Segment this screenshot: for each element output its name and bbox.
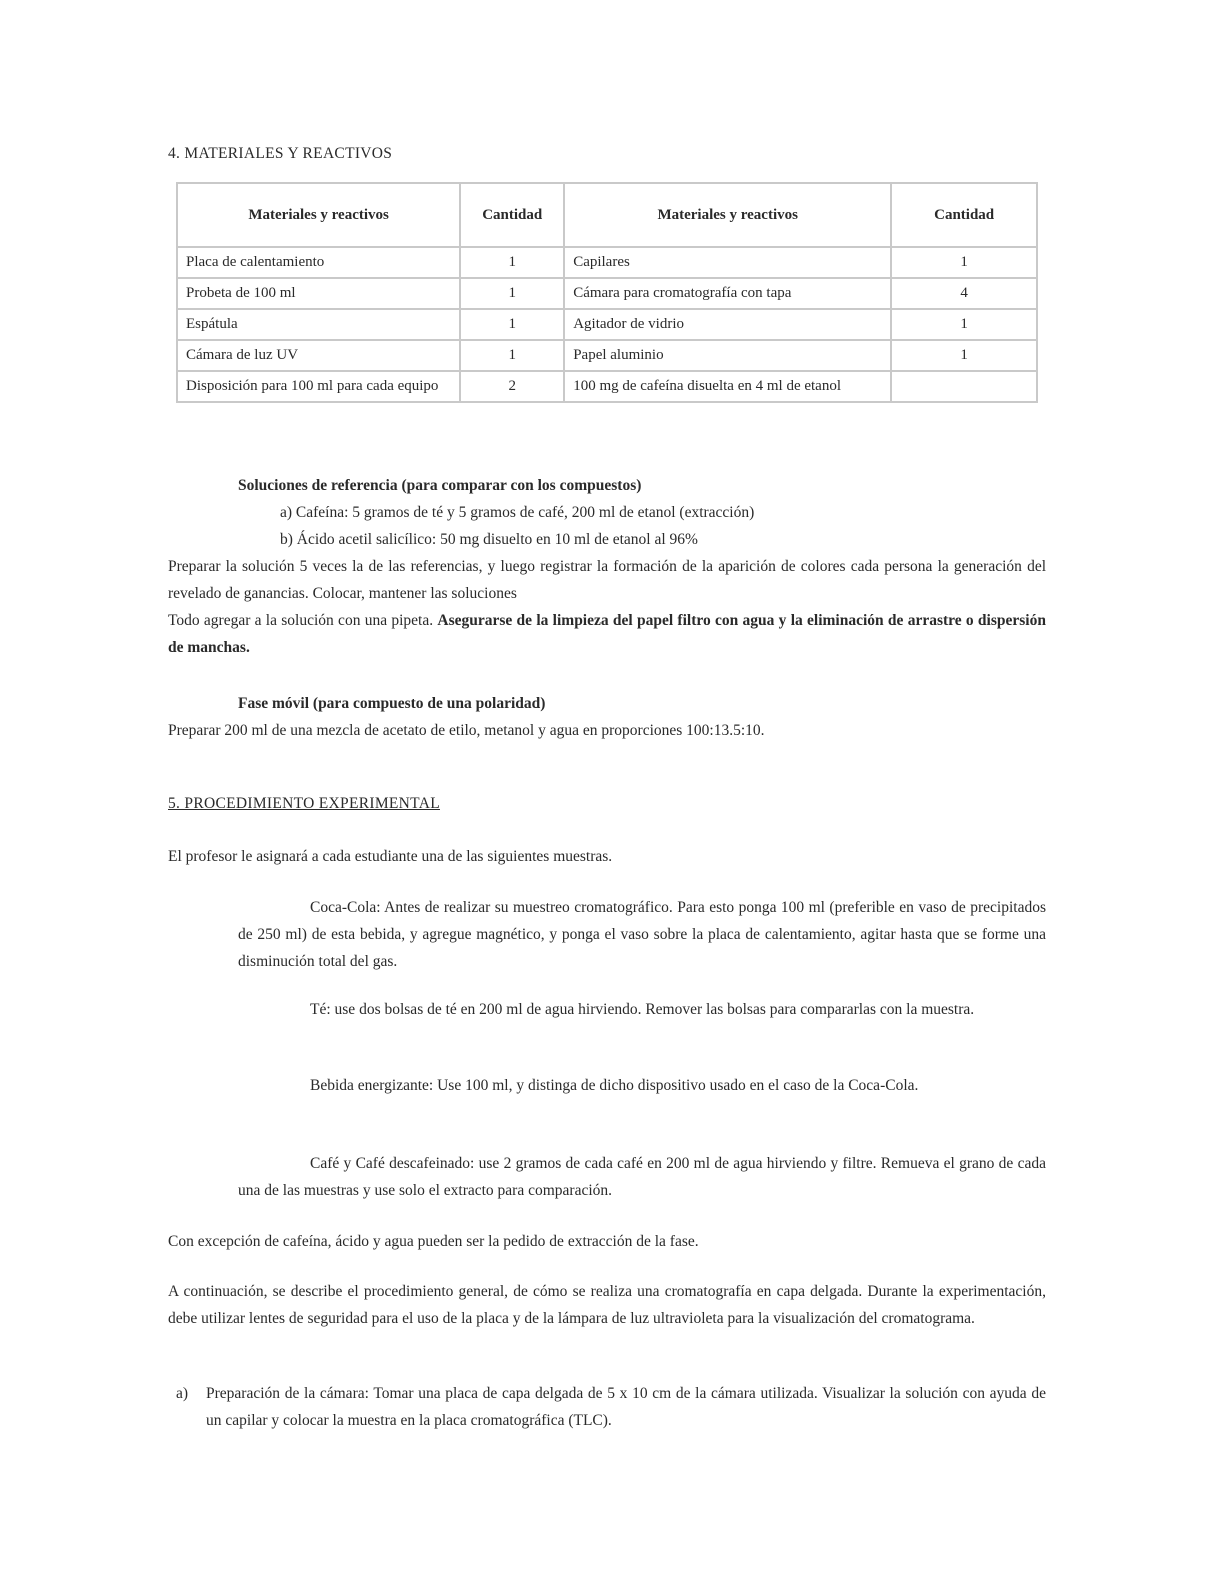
section-5-heading [168,790,1046,817]
sample-option-energy-drink: Bebida energizante: Use 100 ml, y distinga de dicho dispositivo usado en el caso de la Coca-Cola. [310,1077,919,1094]
table-cell: 1 [891,247,1037,278]
section-4-heading: 4. MATERIALES Y REACTIVOS [168,145,393,162]
table-cell: 1 [891,309,1037,340]
list-label: a) [176,1385,189,1402]
table-cell: Espátula [177,309,460,340]
sample-option-coffee: Café y Café descafeinado: use 2 gramos de cada café en 200 ml de agua hirviendo y filtre. Remueva el grano de cada una de las muestras y use solo el extracto para comparación. [238,1155,1046,1199]
table-row [177,371,1037,402]
table-cell: Papel aluminio [564,340,891,371]
table-cell: Placa de calentamiento [177,247,460,278]
mobile-phase-title: Fase móvil (para compuesto de una polaridad) [238,695,546,712]
mobile-phase-text: Preparar 200 ml de una mezcla de acetato de etilo, metanol y agua en proporciones 100:13.5:10. [168,722,765,739]
table-cell: 2 [460,371,564,402]
table-cell: 1 [460,278,564,309]
table-cell: Capilares [564,247,891,278]
table-cell: 4 [891,278,1037,309]
table-header-cell: Materiales y reactivos [564,183,891,247]
table-cell: 1 [460,309,564,340]
table-cell: Cámara para cromatografía con tapa [564,278,891,309]
reference-paragraph: Preparar la solución 5 veces la de las referencias, y luego registrar la formación de la aparición de colores cada persona la generación del revelado de ganancias. Colocar, mantener las soluciones [168,558,1046,602]
table-row [177,309,1037,340]
mobile-phase [168,690,1046,744]
table-row [177,278,1037,309]
table-cell: Disposición para 100 ml para cada equipo [177,371,460,402]
reference-paragraph-2-bold: Asegurarse de la limpieza del papel filtro con agua y la eliminación de arrastre o dispersión de manchas. [168,612,1046,656]
table-header-cell: Cantidad [460,183,564,247]
table-header-cell: Cantidad [891,183,1037,247]
table-cell: 100 mg de cafeína disuelta en 4 ml de etanol [564,371,891,402]
reference-item-b: b) Ácido acetil salicílico: 50 mg disuelto en 10 ml de etanol al 96% [280,531,698,548]
materials-table [176,182,1038,403]
list-text: Preparación de la cámara: Tomar una placa de capa delgada de 5 x 10 cm de la cámara utilizada. Visualizar la solución con ayuda de un capilar y colocar la muestra en la placa cromatográfica (TLC). [206,1385,1046,1429]
table-cell: Agitador de vidrio [564,309,891,340]
procedure-intro: El profesor le asignará a cada estudiante una de las siguientes muestras. [168,848,613,865]
table-cell: 1 [460,340,564,371]
sample-option-coca-cola: Coca-Cola: Antes de realizar su muestreo cromatográfico. Para esto ponga 100 ml (preferible en vaso de precipitados de 250 ml) de esta bebida, y agregue magnético, y ponga el vaso sobre la placa de calentamiento, agitar hasta que se forme una disminución total del gas. [238,899,1046,970]
procedure-list-item-a [176,1380,1046,1434]
sample-option-tea: Té: use dos bolsas de té en 200 ml de agua hirviendo. Remover las bolsas para compararlas con la muestra. [310,1001,975,1018]
reference-paragraph-2 [168,607,1046,661]
table-cell [891,371,1037,402]
table-cell: Probeta de 100 ml [177,278,460,309]
table-row [177,247,1037,278]
table-cell: Cámara de luz UV [177,340,460,371]
reference-paragraph-2-text: Todo agregar a la solución con una pipeta. [168,612,438,629]
table-cell: 1 [460,247,564,278]
table-header-row [177,183,1037,247]
reference-solutions [168,472,1046,661]
table-header-cell: Materiales y reactivos [177,183,460,247]
table-cell: 1 [891,340,1037,371]
table-row [177,340,1037,371]
reference-solutions-title: Soluciones de referencia (para comparar con los compuestos) [238,477,642,494]
document-page [168,140,1046,1429]
procedure-paragraph-b: A continuación, se describe el procedimiento general, de cómo se realiza una cromatografía en capa delgada. Durante la experimentación, debe utilizar lentes de seguridad para el uso de la placa y de la lámpara de luz ultravioleta para la visualización del cromatograma. [168,1283,1046,1327]
reference-item-a: a) Cafeína: 5 gramos de té y 5 gramos de café, 200 ml de etanol (extracción) [280,504,755,521]
section-5-title: 5. PROCEDIMIENTO EXPERIMENTAL [168,795,440,812]
procedure-paragraph-a: Con excepción de cafeína, ácido y agua pueden ser la pedido de extracción de la fase. [168,1233,699,1250]
